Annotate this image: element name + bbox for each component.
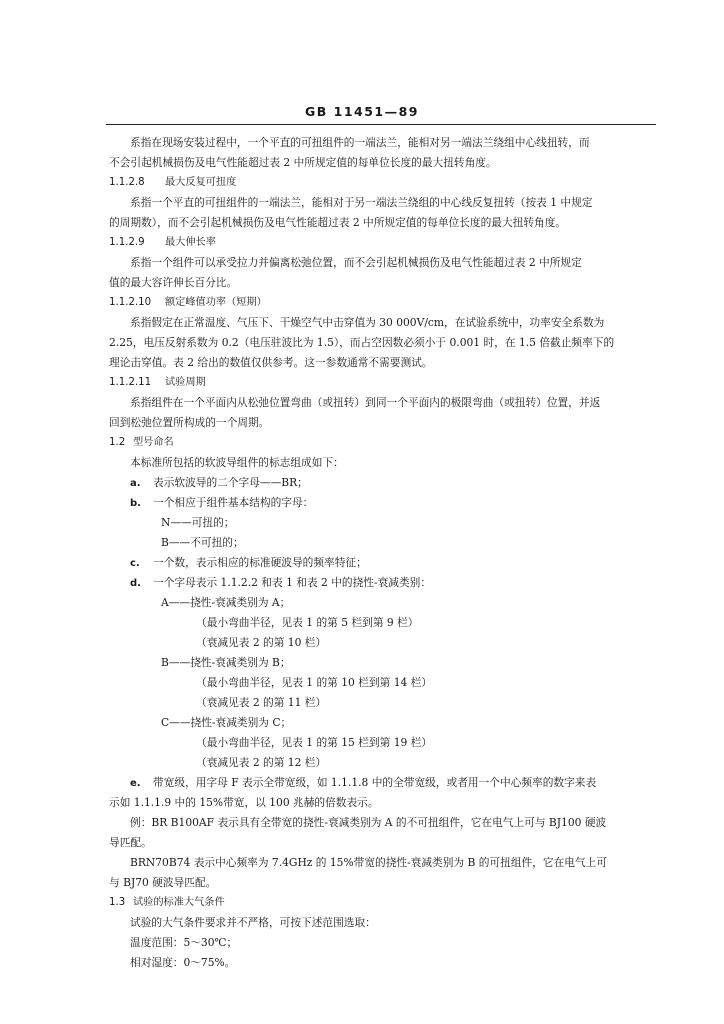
body-line: 示如 1.1.1.9 中的 15%带宽，以 100 兆赫的倍数表示。 [109, 796, 379, 809]
body-line: 不会引起机械损伤及电气性能超过表 2 中所规定值的每单位长度的最大扭转角度。 [109, 156, 497, 169]
list-item [130, 556, 367, 571]
list-text: 一个相应于组件基本结构的字母： [153, 496, 314, 509]
body-line: 的周期数），而不会引起机械损伤及电气性能超过表 2 中所规定值的每单位长度的最大扭转角度。 [109, 216, 567, 229]
section-number: 1.1.2.11 [109, 377, 152, 388]
section-number: 1.2 [109, 437, 126, 448]
list-label: b. [130, 498, 141, 509]
section-heading [109, 296, 267, 310]
body-line: A——挠性-衰减类别为 A； [161, 596, 291, 609]
section-heading [109, 236, 216, 250]
section-title: 最大伸长率 [165, 237, 216, 248]
body-line: （衰减见表 2 的第 11 栏） [196, 696, 327, 709]
body-line: 与 BJ70 硬波导匹配。 [109, 876, 217, 889]
section-title: 试验周期 [165, 377, 206, 388]
section-heading [109, 436, 174, 450]
list-label: d. [130, 578, 141, 589]
list-label: e. [130, 778, 141, 789]
list-label: c. [130, 558, 140, 569]
body-line: 导匹配。 [109, 836, 152, 849]
body-line: （衰减见表 2 的第 12 栏） [196, 756, 327, 769]
section-title: 型号命名 [133, 437, 174, 448]
body-line: 例：BR B100AF 表示具有全带宽的挠性-衰减类别为 A 的不可扭组件，它在电气上可与 BJ100 硬波 [130, 816, 607, 829]
section-number: 1.3 [109, 897, 126, 908]
body-line: 值的最大容许伸长百分比。 [109, 276, 238, 289]
section-heading [109, 896, 225, 910]
body-line: 系指假定在正常温度、气压下、干燥空气中击穿值为 30 000V/cm，在试验系统中，功率安全系数为 [130, 316, 605, 329]
section-title: 最大反复可扭度 [165, 177, 237, 188]
list-text: 表示软波导的二个字母——BR； [153, 476, 308, 489]
list-item [130, 576, 431, 591]
section-heading [109, 376, 206, 390]
body-line: （最小弯曲半径，见表 1 的第 15 栏到第 19 栏） [196, 736, 433, 749]
list-item [130, 496, 313, 511]
body-line: 本标准所包括的软波导组件的标志组成如下： [130, 456, 344, 469]
body-line: 试验的大气条件要求并不严格，可按下述范围选取： [130, 916, 376, 929]
body-line: B——挠性-衰减类别为 B； [161, 656, 291, 669]
header-rule [106, 124, 656, 125]
body-line: 系指一个平直的可扭组件的一端法兰，能相对于另一端法兰绕组的中心线反复扭转（按表 1 中规定 [130, 196, 593, 209]
body-line: BRN70B74 表示中心频率为 7.4GHz 的 15%带宽的挠性-衰减类别为 B 的可扭组件，它在电气上可 [130, 856, 608, 869]
body-line: 系指在现场安装过程中，一个平直的可扭组件的一端法兰，能相对另一端法兰绕组中心线扭转，而 [130, 136, 590, 149]
page-header: GB 11451—89 [304, 104, 420, 119]
body-line: （最小弯曲半径，见表 1 的第 5 栏到第 9 栏） [196, 616, 419, 629]
list-text: 一个字母表示 1.1.2.2 和表 1 和表 2 中的挠性-衰减类别： [153, 576, 432, 589]
section-number: 1.1.2.9 [109, 237, 145, 248]
body-line: （最小弯曲半径，见表 1 的第 10 栏到第 14 栏） [196, 676, 433, 689]
body-line: B——不可扭的； [161, 536, 244, 549]
section-number: 1.1.2.8 [109, 177, 145, 188]
section-heading [109, 176, 236, 190]
section-number: 1.1.2.10 [109, 297, 152, 308]
body-line: 2.25，电压反射系数为 0.2（电压驻波比为 1.5），而占空因数必须小于 0.001 时，在 1.5 倍截止频率下的 [109, 336, 615, 349]
body-line: N——可扭的； [161, 516, 235, 529]
body-line: 系指一个组件可以承受拉力并偏离松弛位置，而不会引起机械损伤及电气性能超过表 2 中所规定 [130, 256, 582, 269]
body-line: 温度范围：5～30℃； [130, 936, 238, 949]
body-line: 回到松弛位置所构成的一个周期。 [109, 416, 270, 429]
body-line: 系指组件在一个平面内从松弛位置弯曲（或扭转）到同一个平面内的极限弯曲（或扭转）位置，并返 [130, 396, 601, 409]
list-item [130, 476, 308, 491]
list-text: 一个数，表示相应的标准硬波导的频率特征； [153, 556, 367, 569]
body-line: 理论击穿值。表 2 给出的数值仅供参考。这一参数通常不需要测试。 [109, 356, 433, 369]
section-title: 试验的标准大气条件 [133, 897, 225, 908]
list-text: 带宽级，用字母 F 表示全带宽级，如 1.1.1.8 中的全带宽级，或者用一个中心频率的数字来表 [153, 776, 597, 789]
body-line: 相对湿度：0～75%。 [130, 956, 236, 969]
list-item [130, 776, 596, 791]
section-title: 额定峰值功率（短期） [165, 297, 267, 308]
body-line: C——挠性-衰减类别为 C； [161, 716, 292, 729]
body-line: （衰减见表 2 的第 10 栏） [196, 636, 327, 649]
list-label: a. [130, 478, 141, 489]
